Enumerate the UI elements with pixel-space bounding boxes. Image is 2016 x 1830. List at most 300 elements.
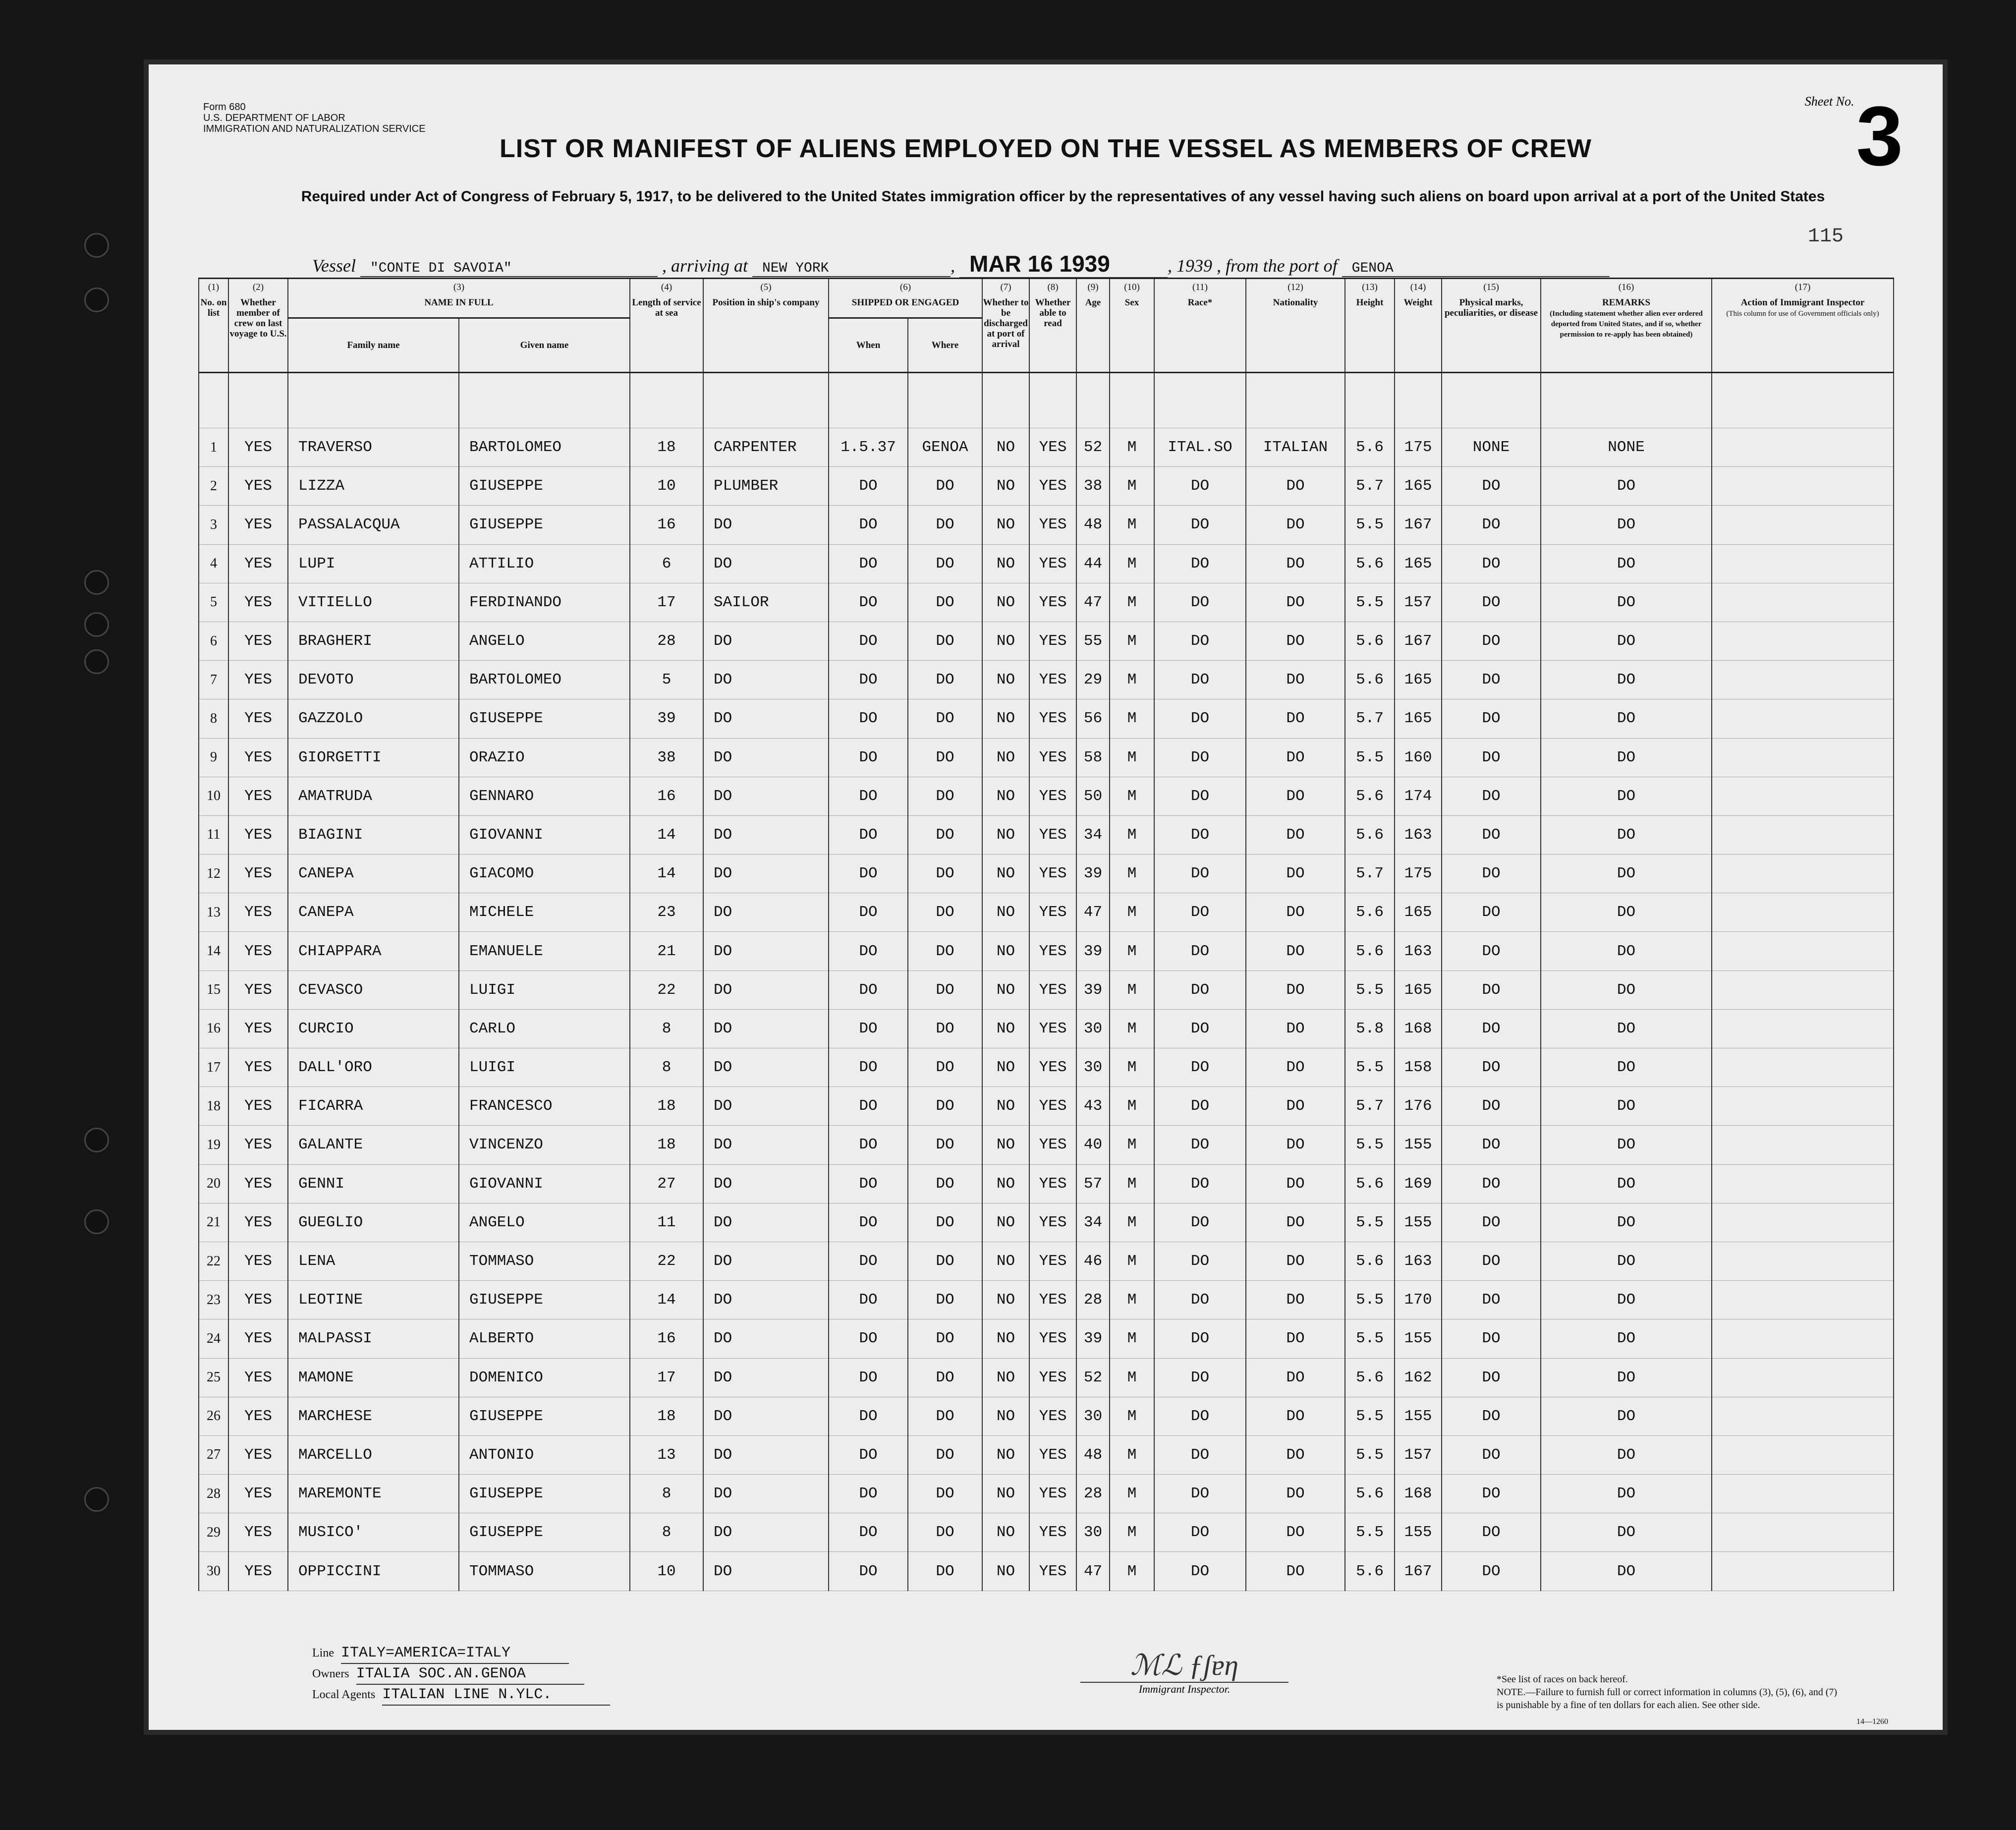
table-spacer — [199, 373, 1894, 428]
marks-cell: DO — [1442, 893, 1541, 932]
remarks-cell: DO — [1541, 738, 1712, 777]
race-cell: DO — [1154, 583, 1246, 622]
given-name-cell: ANTONIO — [459, 1435, 630, 1474]
service-cell: 18 — [630, 1397, 703, 1435]
remarks-cell: DO — [1541, 699, 1712, 738]
remarks-cell: DO — [1541, 971, 1712, 1009]
service-cell: 18 — [630, 428, 703, 467]
height-cell: 5.5 — [1345, 971, 1395, 1009]
discharged-cell: NO — [982, 1203, 1029, 1242]
read-cell: YES — [1029, 1397, 1076, 1435]
service-cell: 14 — [630, 855, 703, 893]
inspector-label: Immigrant Inspector. — [1138, 1683, 1231, 1695]
sex-cell: M — [1110, 506, 1154, 544]
given-name-cell: GIUSEPPE — [459, 467, 630, 506]
marks-cell: DO — [1442, 1397, 1541, 1435]
read-cell: YES — [1029, 1048, 1076, 1087]
race-cell: DO — [1154, 855, 1246, 893]
marks-cell: DO — [1442, 1281, 1541, 1319]
marks-cell: DO — [1442, 1048, 1541, 1087]
last-voyage-cell: YES — [228, 815, 288, 854]
inspector-action-cell — [1712, 467, 1894, 506]
given-name-cell: GIACOMO — [459, 855, 630, 893]
inspector-action-cell — [1712, 1397, 1894, 1435]
given-name-cell: ORAZIO — [459, 738, 630, 777]
arrival-year: 1939 — [1176, 256, 1212, 276]
given-name-cell: CARLO — [459, 1009, 630, 1048]
inspector-action-cell — [1712, 855, 1894, 893]
read-cell: YES — [1029, 661, 1076, 699]
age-cell: 34 — [1076, 815, 1110, 854]
sex-cell: M — [1110, 1203, 1154, 1242]
col-no-on-list: (1) No. on list — [199, 279, 228, 373]
when-cell: 1.5.37 — [829, 428, 908, 467]
race-cell: DO — [1154, 1048, 1246, 1087]
position-cell: DO — [703, 1435, 829, 1474]
marks-cell: DO — [1442, 1242, 1541, 1280]
service-cell: 10 — [630, 1552, 703, 1591]
marks-cell: DO — [1442, 1087, 1541, 1126]
agents-field — [312, 1685, 610, 1706]
nationality-cell: DO — [1246, 855, 1345, 893]
last-voyage-cell: YES — [228, 1435, 288, 1474]
weight-cell: 175 — [1395, 855, 1442, 893]
nationality-cell: DO — [1246, 1513, 1345, 1552]
inspector-action-cell — [1712, 893, 1894, 932]
sex-cell: M — [1110, 1435, 1154, 1474]
height-cell: 5.6 — [1345, 1242, 1395, 1280]
race-cell: DO — [1154, 544, 1246, 583]
family-name-cell: GENNI — [288, 1164, 459, 1203]
when-cell: DO — [829, 622, 908, 660]
nationality-cell: DO — [1246, 622, 1345, 660]
weight-cell: 163 — [1395, 932, 1442, 971]
nationality-cell: DO — [1246, 1087, 1345, 1126]
height-cell: 5.5 — [1345, 1397, 1395, 1435]
remarks-cell: DO — [1541, 932, 1712, 971]
family-name-cell: DALL'ORO — [288, 1048, 459, 1087]
position-cell: DO — [703, 777, 829, 815]
position-cell: DO — [703, 622, 829, 660]
race-cell: DO — [1154, 1435, 1246, 1474]
weight-cell: 175 — [1395, 428, 1442, 467]
remarks-cell: NONE — [1541, 428, 1712, 467]
when-cell: DO — [829, 893, 908, 932]
height-cell: 5.6 — [1345, 544, 1395, 583]
inspector-action-cell — [1712, 1358, 1894, 1397]
nationality-cell: DO — [1246, 738, 1345, 777]
when-cell: DO — [829, 1552, 908, 1591]
age-cell: 28 — [1076, 1475, 1110, 1513]
weight-cell: 163 — [1395, 815, 1442, 854]
nationality-cell: DO — [1246, 1126, 1345, 1164]
read-cell: YES — [1029, 1203, 1076, 1242]
discharged-cell: NO — [982, 1552, 1029, 1591]
height-cell: 5.6 — [1345, 932, 1395, 971]
table-row — [199, 544, 1894, 583]
when-cell: DO — [829, 506, 908, 544]
when-cell: DO — [829, 1513, 908, 1552]
read-cell: YES — [1029, 1126, 1076, 1164]
age-cell: 40 — [1076, 1126, 1110, 1164]
where-cell: DO — [908, 1552, 982, 1591]
inspector-action-cell — [1712, 428, 1894, 467]
marks-cell: DO — [1442, 1358, 1541, 1397]
read-cell: YES — [1029, 1281, 1076, 1319]
discharged-cell: NO — [982, 699, 1029, 738]
sex-cell: M — [1110, 855, 1154, 893]
last-voyage-cell: YES — [228, 1164, 288, 1203]
service-cell: 21 — [630, 932, 703, 971]
family-name-cell: GIORGETTI — [288, 738, 459, 777]
service-cell: 10 — [630, 467, 703, 506]
service-cell: 23 — [630, 893, 703, 932]
table-row — [199, 815, 1894, 854]
col-length-of-service: (4) Length of service at sea — [630, 279, 703, 373]
read-cell: YES — [1029, 855, 1076, 893]
family-name-cell: MARCELLO — [288, 1435, 459, 1474]
last-voyage-cell: YES — [228, 1242, 288, 1280]
owners-label: Owners — [312, 1667, 349, 1680]
age-cell: 47 — [1076, 1552, 1110, 1591]
row-number: 22 — [199, 1242, 228, 1280]
race-cell: DO — [1154, 1281, 1246, 1319]
inspector-action-cell — [1712, 544, 1894, 583]
row-number: 10 — [199, 777, 228, 815]
vessel-label: Vessel — [312, 256, 356, 276]
height-cell: 5.5 — [1345, 1435, 1395, 1474]
height-cell: 5.5 — [1345, 506, 1395, 544]
nationality-cell: DO — [1246, 1397, 1345, 1435]
row-number: 4 — [199, 544, 228, 583]
height-cell: 5.5 — [1345, 1281, 1395, 1319]
height-cell: 5.7 — [1345, 467, 1395, 506]
height-cell: 5.8 — [1345, 1009, 1395, 1048]
discharged-cell: NO — [982, 1358, 1029, 1397]
position-cell: DO — [703, 506, 829, 544]
row-number: 26 — [199, 1397, 228, 1435]
race-cell: DO — [1154, 1203, 1246, 1242]
height-cell: 5.7 — [1345, 855, 1395, 893]
marks-cell: DO — [1442, 777, 1541, 815]
position-cell: DO — [703, 1126, 829, 1164]
when-cell: DO — [829, 1242, 908, 1280]
row-number: 17 — [199, 1048, 228, 1087]
race-cell: DO — [1154, 1358, 1246, 1397]
given-name-cell: TOMMASO — [459, 1242, 630, 1280]
sex-cell: M — [1110, 893, 1154, 932]
agents-value: ITALIAN LINE N.YLC. — [382, 1685, 610, 1706]
last-voyage-cell: YES — [228, 428, 288, 467]
inspector-action-cell — [1712, 1242, 1894, 1280]
where-cell: DO — [908, 622, 982, 660]
nationality-cell: DO — [1246, 1164, 1345, 1203]
remarks-cell: DO — [1541, 1552, 1712, 1591]
nationality-cell: DO — [1246, 1358, 1345, 1397]
position-cell: DO — [703, 1281, 829, 1319]
line-field — [312, 1643, 610, 1664]
height-cell: 5.6 — [1345, 1164, 1395, 1203]
given-name-cell: GIUSEPPE — [459, 699, 630, 738]
signature-mark: ℳℒ ƒʃɐƞ — [1080, 1648, 1288, 1683]
marks-cell: DO — [1442, 1126, 1541, 1164]
age-cell: 39 — [1076, 932, 1110, 971]
position-cell: DO — [703, 1358, 829, 1397]
sex-cell: M — [1110, 1397, 1154, 1435]
height-cell: 5.5 — [1345, 1203, 1395, 1242]
col-shipped-or-engaged: (6) SHIPPED OR ENGAGED — [829, 279, 982, 318]
sex-cell: M — [1110, 1552, 1154, 1591]
agents-label: Local Agents — [312, 1688, 376, 1701]
last-voyage-cell: YES — [228, 1281, 288, 1319]
sex-cell: M — [1110, 1513, 1154, 1552]
read-cell: YES — [1029, 1435, 1076, 1474]
nationality-cell: DO — [1246, 583, 1345, 622]
when-cell: DO — [829, 1435, 908, 1474]
nationality-cell: DO — [1246, 1009, 1345, 1048]
last-voyage-cell: YES — [228, 893, 288, 932]
position-cell: CARPENTER — [703, 428, 829, 467]
weight-cell: 165 — [1395, 971, 1442, 1009]
col-age: (9) Age — [1076, 279, 1110, 373]
position-cell: DO — [703, 1048, 829, 1087]
given-name-cell: GIUSEPPE — [459, 506, 630, 544]
age-cell: 56 — [1076, 699, 1110, 738]
read-cell: YES — [1029, 1552, 1076, 1591]
when-cell: DO — [829, 1358, 908, 1397]
marks-cell: DO — [1442, 1435, 1541, 1474]
age-cell: 50 — [1076, 777, 1110, 815]
race-cell: DO — [1154, 1319, 1246, 1358]
family-name-cell: MALPASSI — [288, 1319, 459, 1358]
where-cell: DO — [908, 893, 982, 932]
marks-cell: DO — [1442, 583, 1541, 622]
inspector-action-cell — [1712, 661, 1894, 699]
sex-cell: M — [1110, 1242, 1154, 1280]
col-sex: (10) Sex — [1110, 279, 1154, 373]
sex-cell: M — [1110, 1281, 1154, 1319]
inspector-action-cell — [1712, 1513, 1894, 1552]
table-row — [199, 1397, 1894, 1435]
where-cell: DO — [908, 1164, 982, 1203]
position-cell: DO — [703, 1513, 829, 1552]
row-number: 15 — [199, 971, 228, 1009]
remarks-cell: DO — [1541, 622, 1712, 660]
discharged-cell: NO — [982, 1475, 1029, 1513]
punch-hole — [84, 287, 109, 312]
race-cell: DO — [1154, 1242, 1246, 1280]
table-row — [199, 1009, 1894, 1048]
sex-cell: M — [1110, 699, 1154, 738]
family-name-cell: CANEPA — [288, 855, 459, 893]
nationality-cell: DO — [1246, 777, 1345, 815]
position-cell: DO — [703, 1319, 829, 1358]
age-cell: 30 — [1076, 1048, 1110, 1087]
where-cell: DO — [908, 1475, 982, 1513]
position-cell: DO — [703, 1552, 829, 1591]
last-voyage-cell: YES — [228, 1048, 288, 1087]
age-cell: 39 — [1076, 971, 1110, 1009]
nationality-cell: DO — [1246, 1203, 1345, 1242]
weight-cell: 168 — [1395, 1475, 1442, 1513]
table-row — [199, 1319, 1894, 1358]
family-name-cell: LEOTINE — [288, 1281, 459, 1319]
nationality-cell: DO — [1246, 815, 1345, 854]
marks-cell: DO — [1442, 506, 1541, 544]
last-voyage-cell: YES — [228, 544, 288, 583]
col-physical-marks: (15) Physical marks, peculiarities, or disease — [1442, 279, 1541, 373]
marks-cell: DO — [1442, 622, 1541, 660]
discharged-cell: NO — [982, 1164, 1029, 1203]
height-cell: 5.5 — [1345, 1513, 1395, 1552]
sex-cell: M — [1110, 738, 1154, 777]
remarks-cell: DO — [1541, 1475, 1712, 1513]
col-where: Where — [908, 318, 982, 373]
family-name-cell: LIZZA — [288, 467, 459, 506]
nationality-cell: DO — [1246, 661, 1345, 699]
last-voyage-cell: YES — [228, 699, 288, 738]
given-name-cell: EMANUELE — [459, 932, 630, 971]
binder-holes — [0, 0, 149, 1830]
discharged-cell: NO — [982, 1435, 1029, 1474]
arrival-date: MAR 16 1939 — [959, 250, 1168, 278]
remarks-cell: DO — [1541, 544, 1712, 583]
vessel-line: Vessel "CONTE DI SAVOIA" , arriving at NEW YORK , MAR 16 1939 , 1939 , from the port of GENOA — [312, 250, 1610, 278]
family-name-cell: LENA — [288, 1242, 459, 1280]
service-cell: 39 — [630, 699, 703, 738]
family-name-cell: CHIAPPARA — [288, 932, 459, 971]
row-number: 9 — [199, 738, 228, 777]
inspector-action-cell — [1712, 1552, 1894, 1591]
remarks-cell: DO — [1541, 777, 1712, 815]
read-cell: YES — [1029, 1087, 1076, 1126]
row-number: 8 — [199, 699, 228, 738]
sex-cell: M — [1110, 815, 1154, 854]
given-name-cell: GENNARO — [459, 777, 630, 815]
read-cell: YES — [1029, 815, 1076, 854]
when-cell: DO — [829, 1164, 908, 1203]
owners-field — [312, 1664, 610, 1685]
sex-cell: M — [1110, 583, 1154, 622]
weight-cell: 165 — [1395, 467, 1442, 506]
when-cell: DO — [829, 1087, 908, 1126]
weight-cell: 155 — [1395, 1319, 1442, 1358]
age-cell: 47 — [1076, 893, 1110, 932]
family-name-cell: VITIELLO — [288, 583, 459, 622]
given-name-cell: GIOVANNI — [459, 1164, 630, 1203]
table-row — [199, 1164, 1894, 1203]
nationality-cell: DO — [1246, 932, 1345, 971]
where-cell: DO — [908, 583, 982, 622]
row-number: 27 — [199, 1435, 228, 1474]
last-voyage-cell: YES — [228, 506, 288, 544]
row-number: 13 — [199, 893, 228, 932]
service-cell: 16 — [630, 506, 703, 544]
row-number: 19 — [199, 1126, 228, 1164]
table-row — [199, 622, 1894, 660]
weight-cell: 168 — [1395, 1009, 1442, 1048]
sex-cell: M — [1110, 622, 1154, 660]
position-cell: DO — [703, 815, 829, 854]
arrival-port: NEW YORK — [752, 261, 951, 277]
service-cell: 18 — [630, 1126, 703, 1164]
table-row — [199, 855, 1894, 893]
row-number: 11 — [199, 815, 228, 854]
where-cell: DO — [908, 1513, 982, 1552]
service-cell: 8 — [630, 1009, 703, 1048]
discharged-cell: NO — [982, 855, 1029, 893]
given-name-cell: ANGELO — [459, 622, 630, 660]
race-cell: DO — [1154, 1087, 1246, 1126]
row-number: 30 — [199, 1552, 228, 1591]
service-cell: 11 — [630, 1203, 703, 1242]
marks-cell: DO — [1442, 544, 1541, 583]
height-cell: 5.6 — [1345, 1552, 1395, 1591]
given-name-cell: VINCENZO — [459, 1126, 630, 1164]
punch-hole — [84, 649, 109, 674]
sex-cell: M — [1110, 1475, 1154, 1513]
col-weight: (14) Weight — [1395, 279, 1442, 373]
where-cell: GENOA — [908, 428, 982, 467]
age-cell: 52 — [1076, 428, 1110, 467]
discharged-cell: NO — [982, 932, 1029, 971]
race-cell: DO — [1154, 661, 1246, 699]
height-cell: 5.6 — [1345, 661, 1395, 699]
table-header — [199, 279, 1894, 373]
sex-cell: M — [1110, 1319, 1154, 1358]
discharged-cell: NO — [982, 544, 1029, 583]
last-voyage-cell: YES — [228, 622, 288, 660]
weight-cell: 165 — [1395, 661, 1442, 699]
remarks-cell: DO — [1541, 1126, 1712, 1164]
family-name-cell: MARCHESE — [288, 1397, 459, 1435]
row-number: 7 — [199, 661, 228, 699]
footer-info — [312, 1643, 610, 1706]
position-cell: DO — [703, 699, 829, 738]
weight-cell: 157 — [1395, 583, 1442, 622]
where-cell: DO — [908, 467, 982, 506]
stamp-number: 115 — [1807, 226, 1844, 248]
row-number: 1 — [199, 428, 228, 467]
table-row — [199, 1475, 1894, 1513]
row-number: 16 — [199, 1009, 228, 1048]
given-name-cell: GIUSEPPE — [459, 1475, 630, 1513]
form-department: U.S. DEPARTMENT OF LABOR — [203, 113, 345, 123]
remarks-cell: DO — [1541, 1203, 1712, 1242]
when-cell: DO — [829, 661, 908, 699]
line-label: Line — [312, 1647, 334, 1659]
discharged-cell: NO — [982, 467, 1029, 506]
punch-hole — [84, 1487, 109, 1512]
family-name-cell: MAREMONTE — [288, 1475, 459, 1513]
vessel-name: "CONTE DI SAVOIA" — [360, 261, 658, 277]
inspector-action-cell — [1712, 506, 1894, 544]
weight-cell: 155 — [1395, 1397, 1442, 1435]
read-cell: YES — [1029, 1319, 1076, 1358]
from-label: , from the port of — [1217, 256, 1338, 276]
marks-cell: DO — [1442, 661, 1541, 699]
position-cell: DO — [703, 1242, 829, 1280]
remarks-cell: DO — [1541, 1164, 1712, 1203]
inspector-action-cell — [1712, 622, 1894, 660]
col-position: (5) Position in ship's company — [703, 279, 829, 373]
given-name-cell: BARTOLOMEO — [459, 661, 630, 699]
discharged-cell: NO — [982, 1281, 1029, 1319]
when-cell: DO — [829, 1281, 908, 1319]
height-cell: 5.6 — [1345, 428, 1395, 467]
nationality-cell: ITALIAN — [1246, 428, 1345, 467]
weight-cell: 176 — [1395, 1087, 1442, 1126]
